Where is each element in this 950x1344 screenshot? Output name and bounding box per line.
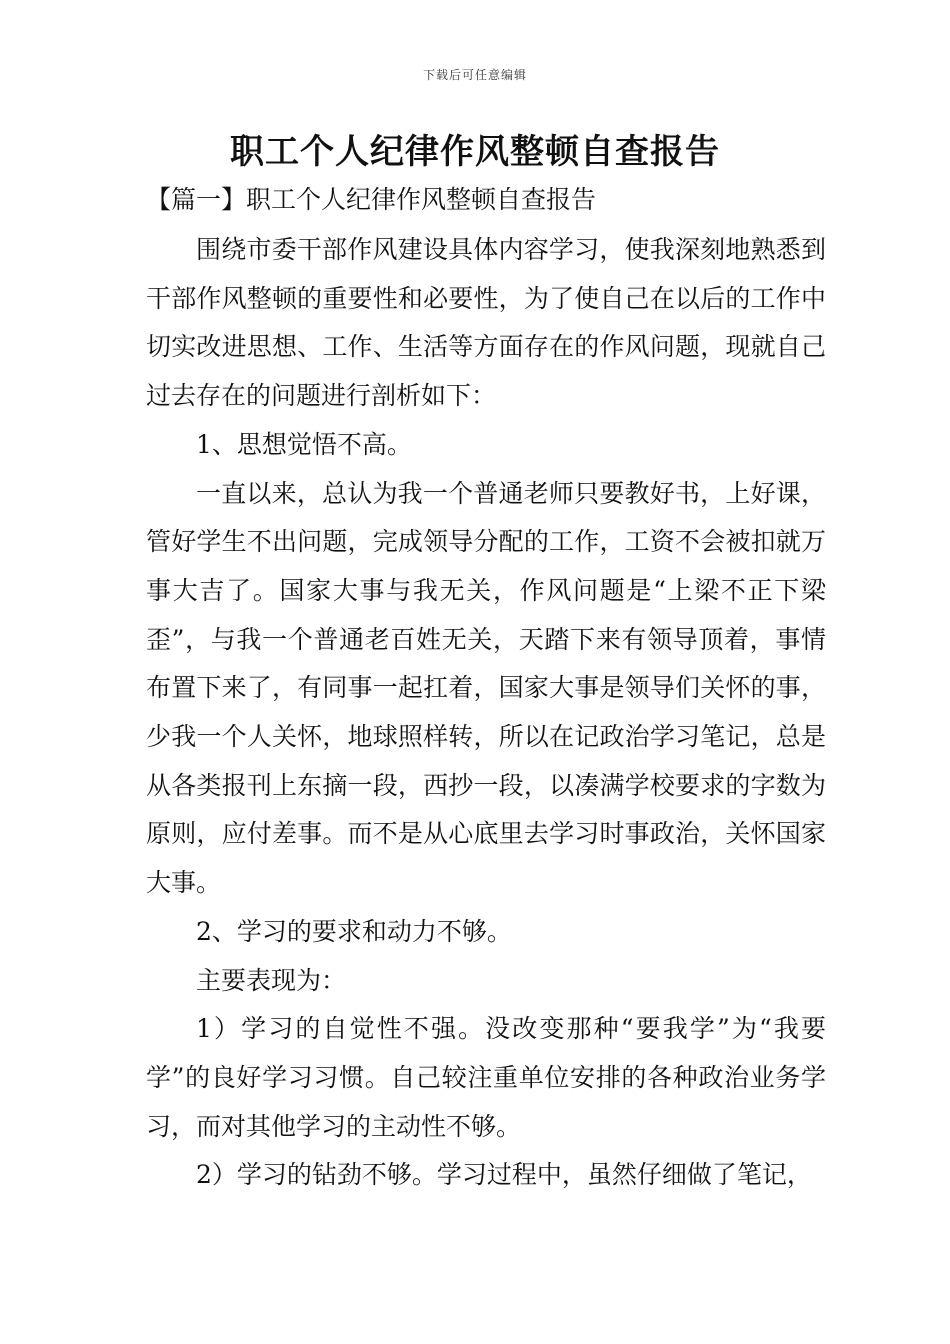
paragraph: 2、学习的要求和动力不够。 <box>196 916 512 946</box>
paragraph: 主要表现为： <box>196 965 347 995</box>
document-body <box>146 226 826 1200</box>
section-heading: 【篇一】职工个人纪律作风整顿自查报告 <box>146 185 597 214</box>
paragraph: 1）学习的自觉性不强。没改变那种“要我学”为“我要学”的良好学习习惯。自己较注重单位安排的各种政治业务学习，而对其他学习的主动性不够。 <box>146 1014 826 1141</box>
header-note: 下载后可任意编辑 <box>422 68 527 82</box>
paragraph: 2）学习的钻劲不够。学习过程中，虽然仔细做了笔记， <box>196 1160 812 1190</box>
document-title: 职工个人纪律作风整顿自查报告 <box>230 132 720 172</box>
paragraph: 围绕市委干部作风建设具体内容学习，使我深刻地熟悉到干部作风整顿的重要性和必要性，为了使自己在以后的工作中切实改进思想、工作、生活等方面存在的作风问题，现就自己过去存在的问题进行剖析如下： <box>146 235 826 411</box>
paragraph: 1、思想觉悟不高。 <box>196 429 412 459</box>
paragraph: 一直以来，总认为我一个普通老师只要教好书，上好课，管好学生不出问题，完成领导分配的工作，工资不会被扣就万事大吉了。国家大事与我无关，作风问题是“上梁不正下梁歪”，与我一个普通老百姓无关，天踏下来有领导顶着，事情布置下来了，有同事一起扛着，国家大事是领导们关怀的事，少我一个人关怀，地球照样转，所以在记政治学习笔记，总是从各类报刊上东摘一段，西抄一段，以凑满学校要求的字数为原则，应付差事。而不是从心底里去学习时事政治，关怀国家大事。 <box>146 478 826 898</box>
